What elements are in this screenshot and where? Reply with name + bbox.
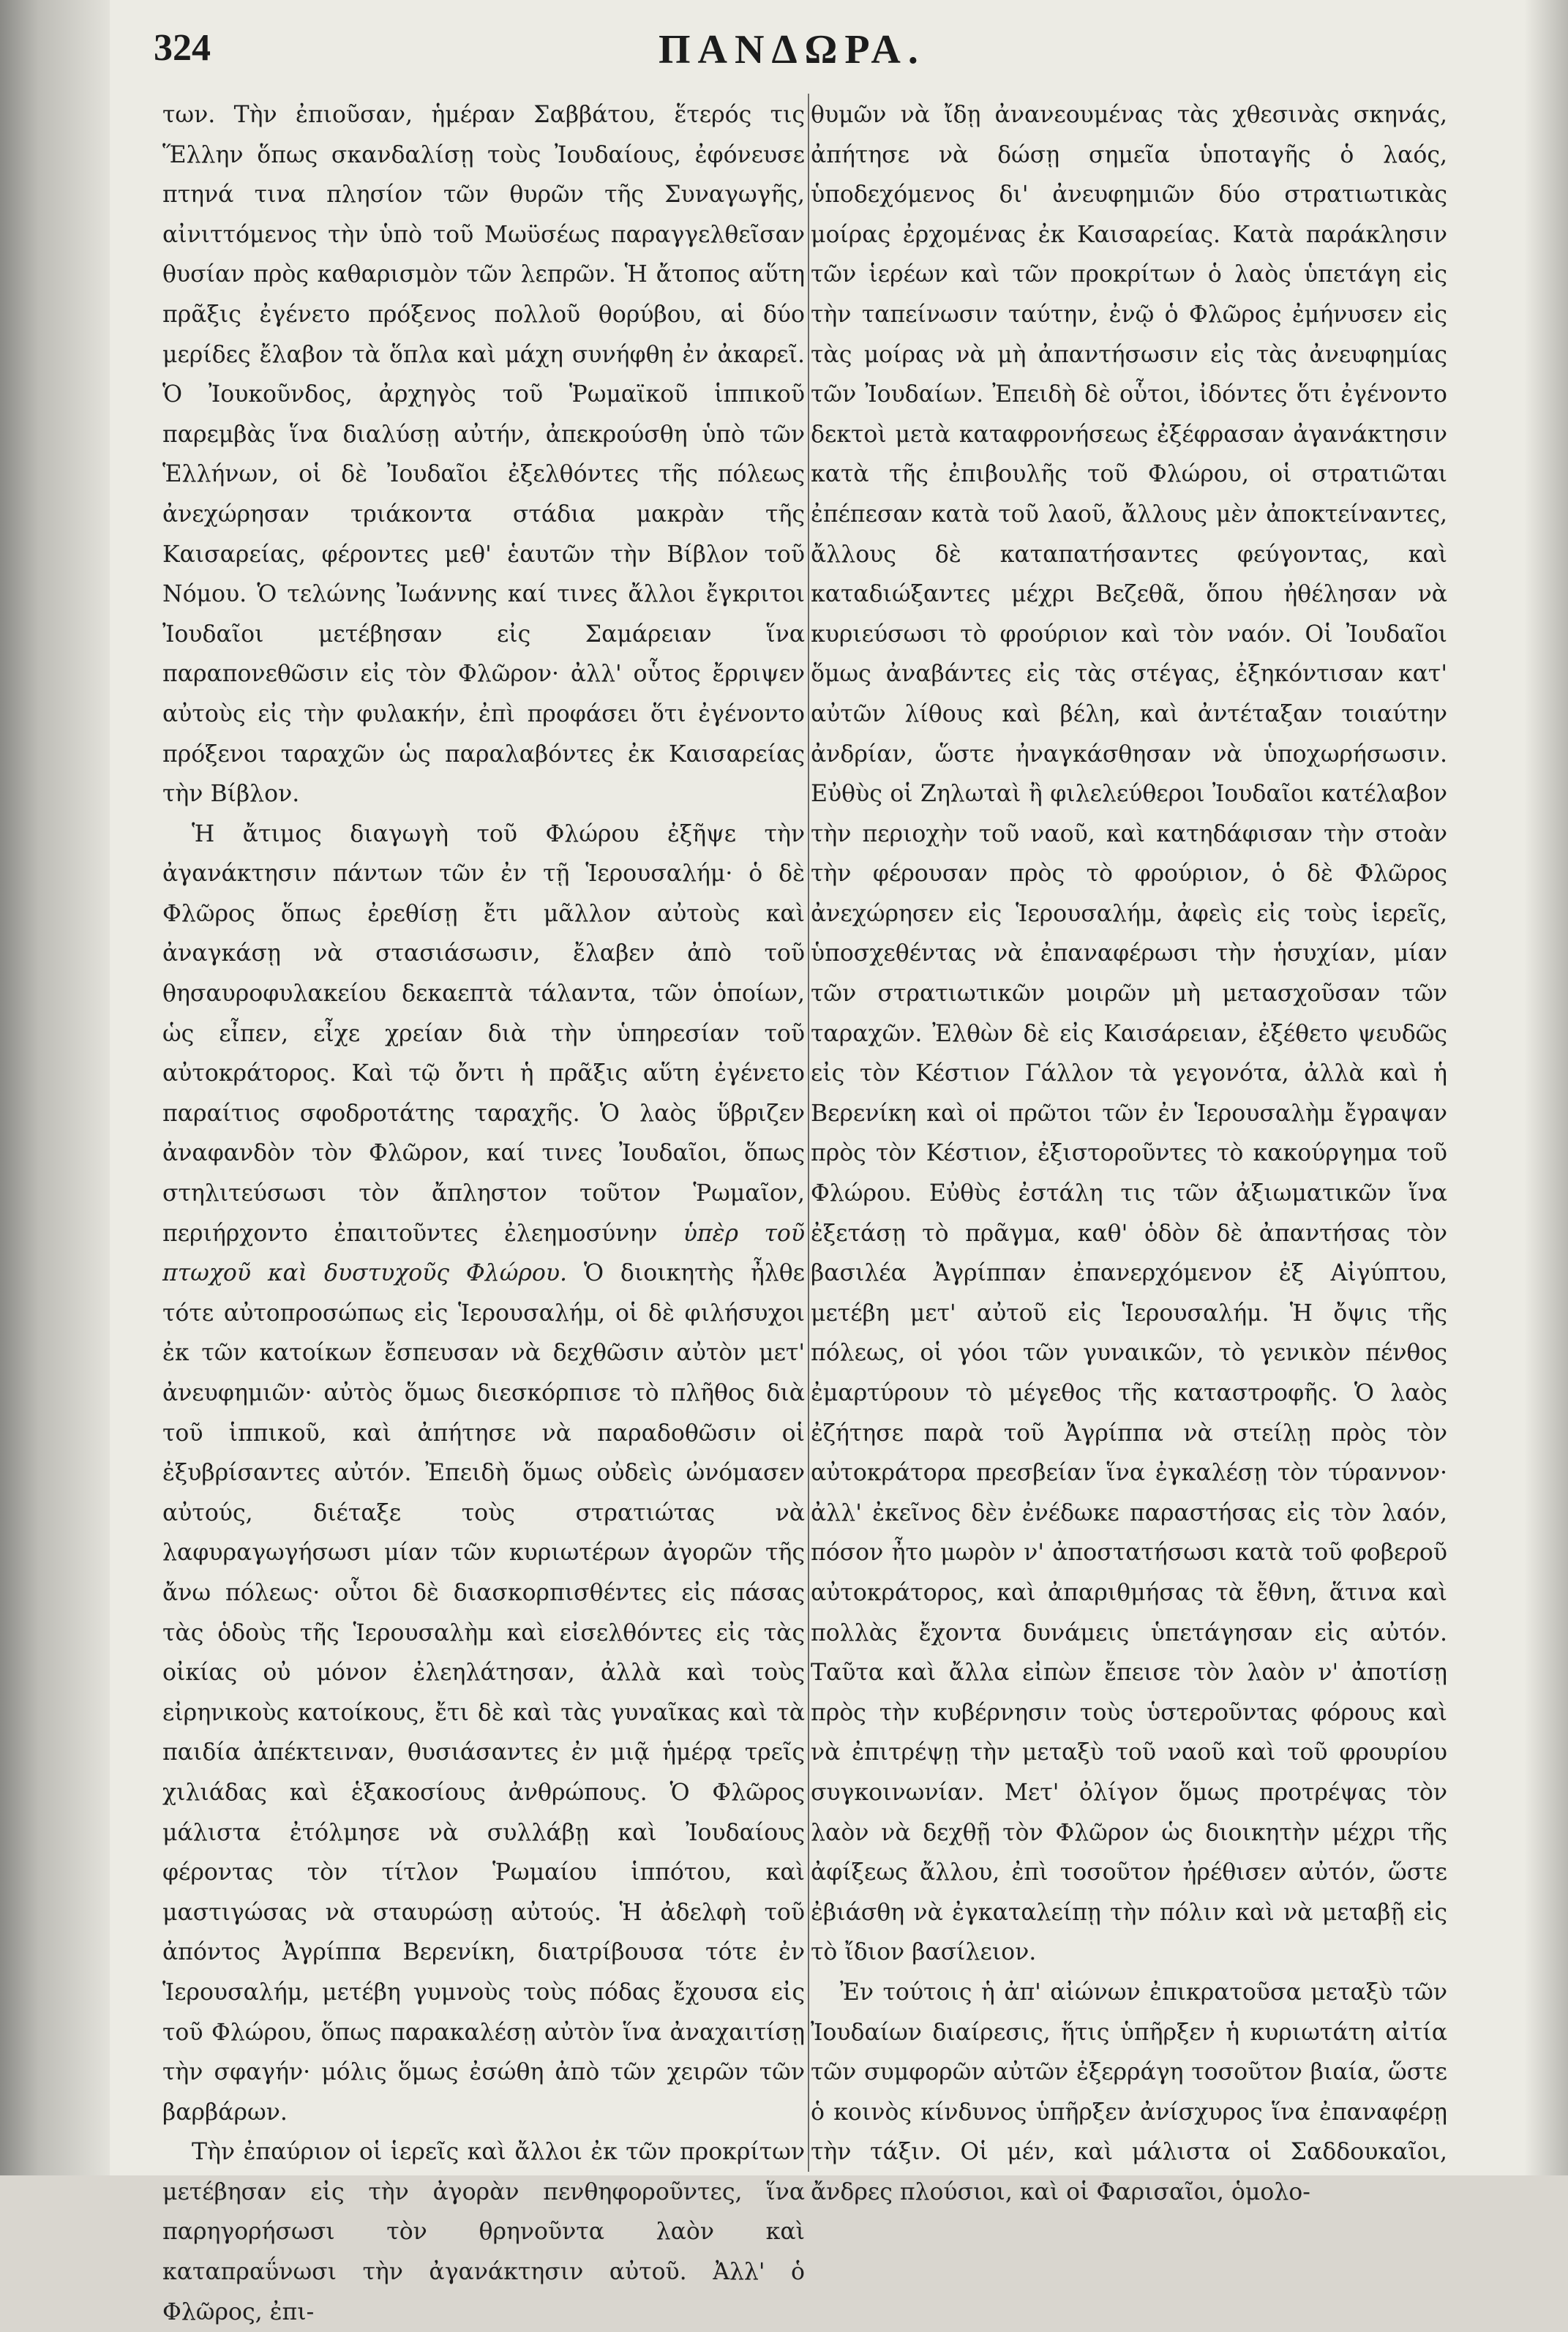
page-number: 324	[154, 27, 211, 69]
column-divider	[808, 94, 809, 2172]
running-title: ΠΑΝΔΩΡΑ.	[659, 27, 926, 72]
page-header	[154, 26, 944, 85]
left-column	[162, 95, 805, 2332]
left-paragraph-3: Τὴν ἐπαύριον οἱ ἱερεῖς καὶ ἄλλοι ἐκ τῶν προκρίτων μετέβησαν εἰς τὴν ἀγορὰν πενθηφοροῦντες, ἵνα παρηγορήσωσι τὸν θρηνοῦντα λαὸν καὶ καταπραΰνωσι τὴν ἀγανάκτησιν αὐτοῦ. Ἀλλ' ὁ Φλῶρος, ἐπι-	[162, 2139, 805, 2325]
right-paragraph-2: Ἐν τούτοις ἡ ἀπ' αἰώνων ἐπικρατοῦσα μεταξὺ τῶν Ἰουδαίων διαίρεσις, ἥτις ὑπῆρξεν ἡ κυριωτάτη αἰτία τῶν συμφορῶν αὐτῶν ἐξερράγη τοσοῦτον βιαία, ὥστε ὁ κοινὸς κίνδυνος ὑπῆρξεν ἀνίσχυρος ἵνα ἐπαναφέρῃ τὴν τάξιν. Οἱ μέν, καὶ μάλιστα οἱ Σαδδουκαῖοι, ἄνδρες πλούσιοι, καὶ οἱ Φαρισαῖοι, ὁμολο-	[811, 1979, 1447, 2205]
left-paragraph-2	[162, 814, 805, 2133]
right-column	[811, 95, 1447, 2212]
edge-shadow	[1524, 0, 1568, 2175]
right-paragraph-1: θυμῶν νὰ ἴδῃ ἀνανεουμένας τὰς χθεσινὰς σκηνάς, ἀπήτησε νὰ δώσῃ σημεῖα ὑποταγῆς ὁ λαός, ὑποδεχόμενος δι' ἀνευφημιῶν δύο στρατιωτικὰς μοίρας ἐρχομένας ἐκ Καισαρείας. Κατὰ παράκλησιν τῶν ἱερέων καὶ τῶν προκρίτων ὁ λαὸς ὑπετάγη εἰς τὴν ταπείνωσιν ταύτην, ἐνῷ ὁ Φλῶρος ἐμήνυσεν εἰς τὰς μοίρας νὰ μὴ ἀπαντήσωσιν εἰς τὰς ἀνευφημίας τῶν Ἰουδαίων. Ἐπειδὴ δὲ οὗτοι, ἰδόντες ὅτι ἐγένοντο δεκτοὶ μετὰ καταφρονήσεως ἐξέφρασαν ἀγανάκτησιν κατὰ τῆς ἐπιβουλῆς τοῦ Φλώρου, οἱ στρατιῶται ἐπέπεσαν κατὰ τοῦ λαοῦ, ἄλλους μὲν ἀποκτείναντες, ἄλλους δὲ καταπατήσαντες φεύγοντας, καὶ καταδιώξαντες μέχρι Βεζεθᾶ, ὅπου ἠθέλησαν νὰ κυριεύσωσι τὸ φρούριον καὶ τὸν ναόν. Οἱ Ἰουδαῖοι ὅμως ἀναβάντες εἰς τὰς στέγας, ἐξηκόντισαν κατ' αὐτῶν λίθους καὶ βέλη, καὶ ἀντέταξαν τοιαύτην ἀνδρίαν, ὥστε ἠναγκάσθησαν νὰ ὑποχωρήσωσιν. Εὐθὺς οἱ Ζηλωταὶ ἢ φιλελεύθεροι Ἰουδαῖοι κατέλαβον τὴν περιοχὴν τοῦ ναοῦ, καὶ κατηδάφισαν τὴν στοὰν τὴν φέρουσαν πρὸς τὸ φρούριον, ὁ δὲ Φλῶρος ἀνεχώρησεν εἰς Ἱερουσαλήμ, ἀφεὶς εἰς τοὺς ἱερεῖς, ὑποσχεθέντας νὰ ἐπαναφέρωσι τὴν ἡσυχίαν, μίαν τῶν στρατιωτικῶν μοιρῶν μὴ μετασχοῦσαν τῶν ταραχῶν. Ἐλθὼν δὲ εἰς Καισάρειαν, ἐξέθετο ψευδῶς εἰς τὸν Κέστιον Γάλλον τὰ γεγονότα, ἀλλὰ καὶ ἡ Βερενίκη καὶ οἱ πρῶτοι τῶν ἐν Ἱερουσαλὴμ ἔγραψαν πρὸς τὸν Κέστιον, ἐξιστοροῦντες τὸ κακούργημα τοῦ Φλώρου. Εὐθὺς ἐστάλη τις τῶν ἀξιωματικῶν ἵνα ἐξετάσῃ τὸ πρᾶγμα, καθ' ὁδὸν δὲ ἀπαντήσας τὸν βασιλέα Ἀγρίππαν ἐπανερχόμενον ἐξ Αἰγύπτου, μετέβη μετ' αὐτοῦ εἰς Ἱερουσαλήμ. Ἡ ὄψις τῆς πόλεως, οἱ γόοι τῶν γυναικῶν, τὸ γενικὸν πένθος ἐμαρτύρουν τὸ μέγεθος τῆς καταστροφῆς. Ὁ λαὸς ἐζήτησε παρὰ τοῦ Ἀγρίππα νὰ στείλῃ πρὸς τὸν αὐτοκράτορα πρεσβείαν ἵνα ἐγκαλέσῃ τὸν τύραννον· ἀλλ' ἐκεῖνος δὲν ἐνέδωκε παραστήσας εἰς τὸν λαόν, πόσον ἦτο μωρὸν ν' ἀποστατήσωσι κατὰ τοῦ φοβεροῦ αὐτοκράτορος, καὶ ἀπαριθμήσας τὰ ἔθνη, ἅτινα καὶ πολλὰς ἔχοντα δυνάμεις ὑπετάγησαν εἰς αὐτόν. Ταῦτα καὶ ἄλλα εἰπὼν ἔπεισε τὸν λαὸν ν' ἀποτίσῃ πρὸς τὴν κυβέρνησιν τοὺς ὑστεροῦντας φόρους καὶ νὰ ἐπιτρέψῃ τὴν μεταξὺ τοῦ ναοῦ καὶ τοῦ φρουρίου συγκοινωνίαν. Μετ' ὀλίγον ὅμως προτρέψας τὸν λαὸν νὰ δεχθῇ τὸν Φλῶρον ὡς διοικητὴν μέχρι τῆς ἀφίξεως ἄλλου, ἐπὶ τοσοῦτον ἠρέθισεν αὐτόν, ὥστε ἐβιάσθη νὰ ἐγκαταλείπῃ τὴν πόλιν καὶ νὰ μεταβῇ εἰς τὸ ἴδιον βασίλειον.	[811, 102, 1447, 1966]
left-paragraph-2-end: Ὁ διοικητὴς ἦλθε τότε αὐτοπροσώπως εἰς Ἱερουσαλήμ, οἱ δὲ φιλήσυχοι ἐκ τῶν κατοίκων ἔσπευσαν νὰ δεχθῶσιν αὐτὸν μετ' ἀνευφημιῶν· αὐτὸς ὅμως διεσκόρπισε τὸ πλῆθος διὰ τοῦ ἱππικοῦ, καὶ ἀπήτησε νὰ παραδοθῶσιν οἱ ἐξυβρίσαντες αὐτόν. Ἐπειδὴ ὅμως οὐδεὶς ὠνόμασεν αὐτούς, διέταξε τοὺς στρατιώτας νὰ λαφυραγωγήσωσι μίαν τῶν κυριωτέρων ἀγορῶν τῆς ἄνω πόλεως· οὗτοι δὲ διασκορπισθέντες εἰς πάσας τὰς ὁδοὺς τῆς Ἱερουσαλὴμ καὶ εἰσελθόντες εἰς τὰς οἰκίας οὐ μόνον ἐλεηλάτησαν, ἀλλὰ καὶ τοὺς εἰρηνικοὺς κατοίκους, ἔτι δὲ καὶ τὰς γυναῖκας καὶ τὰ παιδία ἀπέκτειναν, θυσιάσαντες ἐν μιᾷ ἡμέρᾳ τρεῖς χιλιάδας καὶ ἑξακοσίους ἀνθρώπους. Ὁ Φλῶρος μάλιστα ἐτόλμησε νὰ συλλάβῃ καὶ Ἰουδαίους φέροντας τὸν τίτλον Ῥωμαίου ἱππότου, καὶ μαστιγώσας νὰ σταυρώσῃ αὐτούς. Ἡ ἀδελφὴ τοῦ ἀπόντος Ἀγρίππα Βερενίκη, διατρίβουσα τότε ἐν Ἱερουσαλήμ, μετέβη γυμνοὺς τοὺς πόδας ἔχουσα εἰς τοῦ Φλώρου, ὅπως παρακαλέσῃ αὐτὸν ἵνα ἀναχαιτίσῃ τὴν σφαγήν· μόλις ὅμως ἐσώθη ἀπὸ τῶν χειρῶν τῶν βαρβάρων.	[162, 1260, 805, 2126]
left-paragraph-2-start: Ἡ ἄτιμος διαγωγὴ τοῦ Φλώρου ἐξῆψε τὴν ἀγανάκτησιν πάντων τῶν ἐν τῇ Ἱερουσαλήμ· ὁ δὲ Φλῶρος ὅπως ἐρεθίσῃ ἔτι μᾶλλον αὐτοὺς καὶ ἀναγκάσῃ νὰ στασιάσωσιν, ἔλαβεν ἀπὸ τοῦ θησαυροφυλακείου δεκαεπτὰ τάλαντα, τῶν ὁποίων, ὡς εἶπεν, εἶχε χρείαν διὰ τὴν ὑπηρεσίαν τοῦ αὐτοκράτορος. Καὶ τῷ ὄντι ἡ πρᾶξις αὕτη ἐγένετο παραίτιος σφοδροτάτης ταραχῆς. Ὁ λαὸς ὕβριζεν ἀναφανδὸν τὸν Φλῶρον, καί τινες Ἰουδαῖοι, ὅπως στηλιτεύσωσι τὸν ἄπληστον τοῦτον Ῥωμαῖον, περιήρχοντο ἐπαιτοῦντες ἐλεημοσύνην	[162, 820, 805, 1247]
left-paragraph-2-italic: ὑπὲρ τοῦ πτωχοῦ καὶ δυστυχοῦς Φλώρου.	[162, 1220, 805, 1287]
binding-shadow	[0, 0, 110, 2175]
left-paragraph-1: των. Τὴν ἐπιοῦσαν, ἡμέραν Σαββάτου, ἕτερός τις Ἕλλην ὅπως σκανδαλίσῃ τοὺς Ἰουδαίους, ἐφόνευσε πτηνά τινα πλησίον τῶν θυρῶν τῆς Συναγωγῆς, αἰνιττόμενος τὴν ὑπὸ τοῦ Μωϋσέως παραγγελθεῖσαν θυσίαν πρὸς καθαρισμὸν τῶν λεπρῶν. Ἡ ἄτοπος αὕτη πρᾶξις ἐγένετο πρόξενος πολλοῦ θορύβου, αἱ δύο μερίδες ἔλαβον τὰ ὅπλα καὶ μάχη συνήφθη ἐν ἀκαρεῖ. Ὁ Ἰουκοῦνδος, ἀρχηγὸς τοῦ Ῥωμαϊκοῦ ἱππικοῦ παρεμβὰς ἵνα διαλύσῃ αὐτήν, ἀπεκρούσθη ὑπὸ τῶν Ἑλλήνων, οἱ δὲ Ἰουδαῖοι ἐξελθόντες τῆς πόλεως ἀνεχώρησαν τριάκοντα στάδια μακρὰν τῆς Καισαρείας, φέροντες μεθ' ἑαυτῶν τὴν Βίβλον τοῦ Νόμου. Ὁ τελώνης Ἰωάννης καί τινες ἄλλοι ἔγκριτοι Ἰουδαῖοι μετέβησαν εἰς Σαμάρειαν ἵνα παραπονεθῶσιν εἰς τὸν Φλῶρον· ἀλλ' οὗτος ἔρριψεν αὐτοὺς εἰς τὴν φυλακήν, ἐπὶ προφάσει ὅτι ἐγένοντο πρόξενοι ταραχῶν ὡς παραλαβόντες ἐκ Καισαρείας τὴν Βίβλον.	[162, 102, 805, 808]
